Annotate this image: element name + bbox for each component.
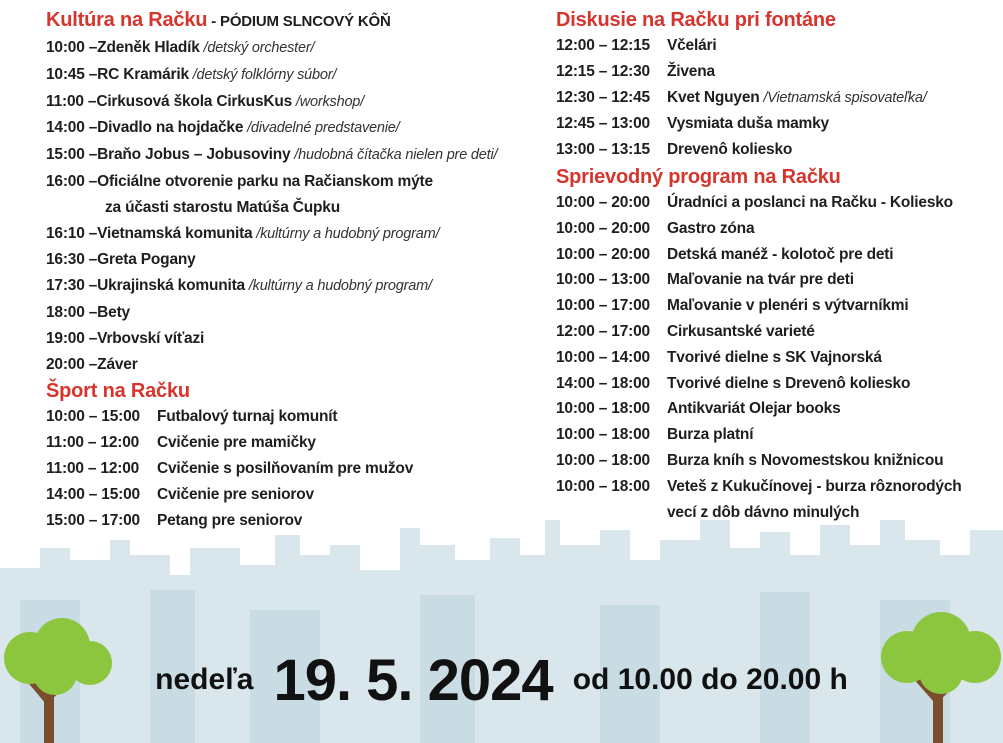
schedule-item (667, 59, 996, 85)
schedule-item-name: Záver (97, 355, 138, 373)
schedule-item-name: RC Kramárik (97, 65, 189, 83)
schedule-row (46, 482, 536, 508)
schedule-item-name: Veteš z Kukučínovej - burza rôznorodých (667, 477, 962, 495)
schedule-item (667, 33, 996, 59)
schedule-time: 15:00 – 17:00 (46, 511, 140, 529)
schedule-item (157, 404, 536, 430)
schedule-time: 11:00 – 12:00 (46, 434, 140, 452)
schedule-time: 10:45 – (46, 65, 98, 83)
schedule-item-name: Oficiálne otvorenie parku na Račianskom mýte (97, 172, 433, 190)
schedule-item (667, 242, 996, 268)
schedule-item (667, 111, 996, 137)
schedule-item (97, 142, 536, 169)
schedule-item (97, 221, 536, 248)
schedule-item (97, 300, 536, 326)
schedule-row (556, 371, 996, 397)
schedule-item (667, 396, 996, 422)
section-title-sport: Šport na Račku (46, 380, 190, 403)
schedule-item-note: /Vietnamská spisovateľka/ (759, 89, 927, 106)
schedule-item-continuation: za účasti starostu Matúša Čupku (105, 198, 340, 216)
schedule-row (556, 33, 996, 59)
schedule-item (667, 267, 996, 293)
schedule-item-name: Greta Pogany (97, 251, 196, 269)
sprievodny-list (556, 190, 996, 525)
schedule-time: 10:00 – 13:00 (556, 271, 650, 289)
schedule-time: 12:00 – 17:00 (556, 322, 650, 340)
schedule-time: 10:00 – 18:00 (556, 400, 650, 418)
schedule-row (46, 35, 536, 62)
schedule-time: 11:00 – (46, 92, 97, 110)
schedule-item-name: Gastro zóna (667, 219, 755, 237)
diskusie-list (556, 33, 996, 163)
schedule-item-note: /detský folklórny súbor/ (188, 66, 337, 83)
schedule-time: 16:30 – (46, 251, 98, 269)
schedule-item-continuation: vecí z dôb dávno minulých (667, 503, 860, 521)
schedule-time: 19:00 – (46, 329, 98, 347)
schedule-item (667, 190, 996, 216)
schedule-row (46, 300, 536, 326)
right-column (556, 0, 996, 525)
schedule-row (46, 142, 536, 169)
schedule-item (667, 448, 996, 474)
schedule-row (556, 59, 996, 85)
schedule-time: 10:00 – 17:00 (556, 297, 650, 315)
schedule-time: 18:00 – (46, 303, 98, 321)
event-date-banner (0, 640, 1003, 720)
schedule-item (97, 273, 536, 300)
schedule-time: 15:00 – (46, 146, 98, 164)
schedule-time: 10:00 – 14:00 (556, 348, 650, 366)
schedule-item-name: Antikvariát Olejar books (667, 400, 841, 418)
schedule-time: 12:15 – 12:30 (556, 62, 650, 80)
section-diskusie (556, 7, 996, 163)
event-hours: od 10.00 do 20.00 h (572, 663, 848, 696)
schedule-item-name: Futbalový turnaj komunít (157, 408, 338, 426)
schedule-row (556, 422, 996, 448)
section-title-diskusie: Diskusie na Račku pri fontáne (556, 9, 836, 31)
schedule-item-note: /detský orchester/ (199, 40, 315, 56)
schedule-item-note: /hudobná čítačka nielen pre deti/ (290, 147, 498, 164)
schedule-row (556, 345, 996, 371)
schedule-row (46, 326, 536, 352)
schedule-time: 17:30 – (46, 277, 98, 295)
schedule-item-note: /kultúrny a hudobný program/ (244, 278, 432, 295)
schedule-time: 12:45 – 13:00 (556, 115, 650, 133)
schedule-item (157, 508, 536, 534)
schedule-item-name: Divadlo na hojdačke (97, 119, 244, 137)
schedule-row (556, 293, 996, 319)
section-subtitle-kultura: - PÓDIUM SLNCOVÝ KÔŇ (207, 13, 391, 30)
schedule-row (556, 267, 996, 293)
section-title-sprievodny: Sprievodný program na Račku (556, 165, 841, 188)
schedule-time: 14:00 – 18:00 (556, 374, 650, 392)
schedule-row (556, 111, 996, 137)
schedule-row (556, 85, 996, 112)
schedule-item (97, 352, 536, 378)
schedule-item-name: Tvorivé dielne s Drevenô koliesko (667, 374, 911, 392)
schedule-row (556, 319, 996, 345)
schedule-item-name: Maľovanie v plenéri s výtvarníkmi (667, 297, 909, 315)
event-day: nedeľa (155, 663, 254, 696)
schedule-item (667, 216, 996, 242)
schedule-time: 10:00 – 18:00 (556, 477, 650, 495)
schedule-item (667, 371, 996, 397)
schedule-row (46, 62, 536, 89)
schedule-item-name: Vrbovskí víťazi (97, 329, 205, 347)
schedule-item-name: Petang pre seniorov (157, 511, 303, 529)
schedule-row (46, 115, 536, 142)
schedule-time: 16:10 – (46, 224, 98, 242)
schedule-row (46, 273, 536, 300)
left-column (46, 0, 536, 533)
schedule-time: 10:00 – 15:00 (46, 408, 140, 426)
section-title-kultura: Kultúra na Račku - PÓDIUM SLNCOVÝ KÔŇ (46, 9, 391, 31)
schedule-time: 14:00 – (46, 119, 98, 137)
schedule-item (97, 62, 536, 89)
schedule-item (157, 482, 536, 508)
schedule-item (97, 326, 536, 352)
schedule-item (157, 456, 536, 482)
schedule-item (157, 430, 536, 456)
schedule-item-note: /kultúrny a hudobný program/ (252, 225, 440, 242)
schedule-item (667, 85, 996, 112)
schedule-item (97, 115, 536, 142)
schedule-item-name: Vysmiata duša mamky (667, 115, 829, 133)
schedule-item-name: Bety (97, 303, 130, 321)
schedule-item-name: Zdeněk Hladík (97, 39, 200, 56)
schedule-item-name: Cirkusantské varieté (667, 322, 815, 340)
schedule-row (556, 396, 996, 422)
schedule-item (667, 293, 996, 319)
schedule-item-name: Cvičenie pre mamičky (157, 434, 316, 452)
schedule-time: 14:00 – 15:00 (46, 485, 140, 503)
schedule-time: 10:00 – 20:00 (556, 245, 650, 263)
schedule-time: 10:00 – 18:00 (556, 426, 650, 444)
schedule-row (46, 221, 536, 248)
schedule-time: 10:00 – (46, 39, 98, 56)
event-date: 19. 5. 2024 (273, 647, 553, 713)
schedule-row (46, 247, 536, 273)
schedule-row (46, 352, 536, 378)
schedule-row (46, 508, 536, 534)
section-kultura (46, 7, 536, 377)
schedule-row (556, 216, 996, 242)
kultura-list (46, 35, 536, 377)
schedule-time: 10:00 – 18:00 (556, 451, 650, 469)
schedule-item (97, 169, 536, 195)
schedule-row (46, 456, 536, 482)
schedule-item-name: Vietnamská komunita (97, 224, 253, 242)
schedule-item-name: Cirkusová škola CirkusKus (96, 92, 293, 110)
schedule-item (97, 247, 536, 273)
schedule-row (556, 190, 996, 216)
schedule-row (46, 89, 536, 116)
schedule-item-name: Včelári (667, 37, 717, 54)
schedule-row (556, 474, 996, 500)
schedule-item (667, 474, 996, 500)
schedule-item-name: Burza platní (667, 426, 754, 444)
schedule-row (46, 430, 536, 456)
schedule-item-name: Živena (667, 62, 715, 80)
schedule-item-name: Cvičenie s posilňovaním pre mužov (157, 459, 414, 477)
schedule-item-name: Ukrajinská komunita (97, 277, 245, 295)
schedule-item-note: /workshop/ (292, 93, 365, 110)
schedule-item (97, 35, 536, 62)
schedule-time: 12:00 – 12:15 (556, 37, 650, 54)
schedule-item-name: Kvet Nguyen (667, 88, 760, 106)
schedule-time: 16:00 – (46, 172, 98, 190)
schedule-item (667, 319, 996, 345)
schedule-item-name: Cvičenie pre seniorov (157, 485, 314, 503)
schedule-row (556, 242, 996, 268)
sport-list (46, 404, 536, 533)
schedule-item-name: Tvorivé dielne s SK Vajnorská (667, 348, 882, 366)
schedule-row (556, 137, 996, 163)
schedule-item-name: Burza kníh s Novomestskou knižnicou (667, 451, 944, 469)
section-sport (46, 378, 536, 533)
schedule-item-name: Drevenô koliesko (667, 141, 793, 159)
schedule-time: 12:30 – 12:45 (556, 88, 650, 106)
schedule-item-note: /divadelné predstavenie/ (243, 120, 400, 137)
schedule-row (556, 448, 996, 474)
schedule-time: 13:00 – 13:15 (556, 141, 650, 159)
schedule-item-name: Detská manéž - kolotoč pre deti (667, 245, 894, 263)
schedule-time: 20:00 – (46, 355, 98, 373)
schedule-row (46, 404, 536, 430)
schedule-item (667, 345, 996, 371)
schedule-item (667, 422, 996, 448)
schedule-time: 10:00 – 20:00 (556, 193, 650, 211)
schedule-time: 11:00 – 12:00 (46, 459, 140, 477)
schedule-item (667, 137, 996, 163)
schedule-item-name: Maľovanie na tvár pre deti (667, 271, 854, 289)
schedule-row (46, 169, 536, 195)
schedule-item (96, 89, 536, 116)
schedule-time: 10:00 – 20:00 (556, 219, 650, 237)
schedule-item-name: Úradníci a poslanci na Račku - Koliesko (667, 193, 953, 211)
schedule-item-name: Braňo Jobus – Jobusoviny (97, 146, 291, 164)
section-sprievodny (556, 164, 996, 525)
